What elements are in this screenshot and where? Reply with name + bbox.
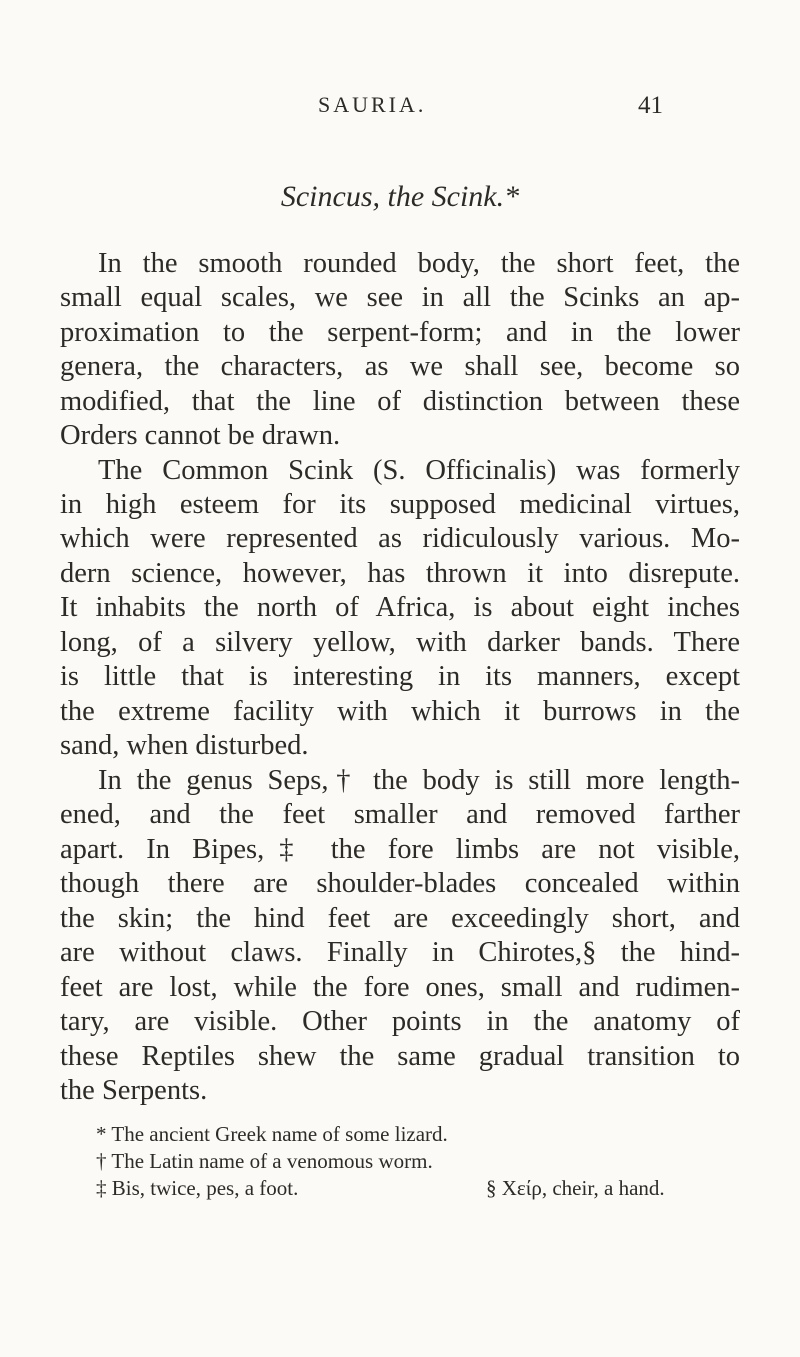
text-line: long, of a silvery yellow, with darker bands. There — [60, 627, 740, 658]
text-line: proximation to the serpent-form; and in the lower — [60, 317, 740, 348]
text-line: It inhabits the north of Africa, is about eight inches — [60, 592, 740, 623]
text-line: the skin; the hind feet are exceedingly short, and — [60, 903, 740, 934]
text-line: are without claws. Finally in Chirotes,§ the hind- — [60, 937, 740, 968]
text-line: in high esteem for its supposed medicinal virtues, — [60, 489, 740, 520]
text-line: dern science, however, has thrown it into disrepute. — [60, 558, 740, 589]
text-line: though there are shoulder-blades concealed within — [60, 868, 740, 899]
text-line: feet are lost, while the fore ones, small and rudimen- — [60, 972, 740, 1003]
footnote: ‡ Bis, twice, pes, a foot. — [96, 1176, 299, 1200]
text-line: tary, are visible. Other points in the anatomy of — [60, 1006, 740, 1037]
page-number: 41 — [638, 92, 663, 119]
text-line: In the genus Seps,† the body is still more length- — [98, 765, 740, 796]
footnote: § Χείρ, cheir, a hand. — [486, 1176, 665, 1200]
text-line: small equal scales, we see in all the Scinks an ap- — [60, 282, 740, 313]
text-line: apart. In Bipes,‡ the fore limbs are not visible, — [60, 834, 740, 865]
text-line: ened, and the feet smaller and removed farther — [60, 799, 740, 830]
text-line: modified, that the line of distinction between these — [60, 386, 740, 417]
text-line: these Reptiles shew the same gradual transition to — [60, 1041, 740, 1072]
text-line: Orders cannot be drawn. — [60, 420, 341, 451]
text-line: genera, the characters, as we shall see, become so — [60, 351, 740, 382]
footnote: † The Latin name of a venomous worm. — [96, 1149, 433, 1173]
text-line: sand, when disturbed. — [60, 730, 309, 761]
footnote: * The ancient Greek name of some lizard. — [96, 1122, 448, 1146]
text-line: the Serpents. — [60, 1075, 208, 1106]
text-line: is little that is interesting in its manners, except — [60, 661, 740, 692]
running-title: SAURIA. — [318, 92, 427, 117]
text-line: The Common Scink (S. Officinalis) was formerly — [98, 455, 740, 486]
text-line: In the smooth rounded body, the short feet, the — [98, 248, 740, 279]
text-line: which were represented as ridiculously various. Mo- — [60, 523, 740, 554]
section-title: Scincus, the Scink.* — [280, 180, 520, 213]
text-line: the extreme facility with which it burrows in the — [60, 696, 740, 727]
running-head — [0, 92, 800, 126]
